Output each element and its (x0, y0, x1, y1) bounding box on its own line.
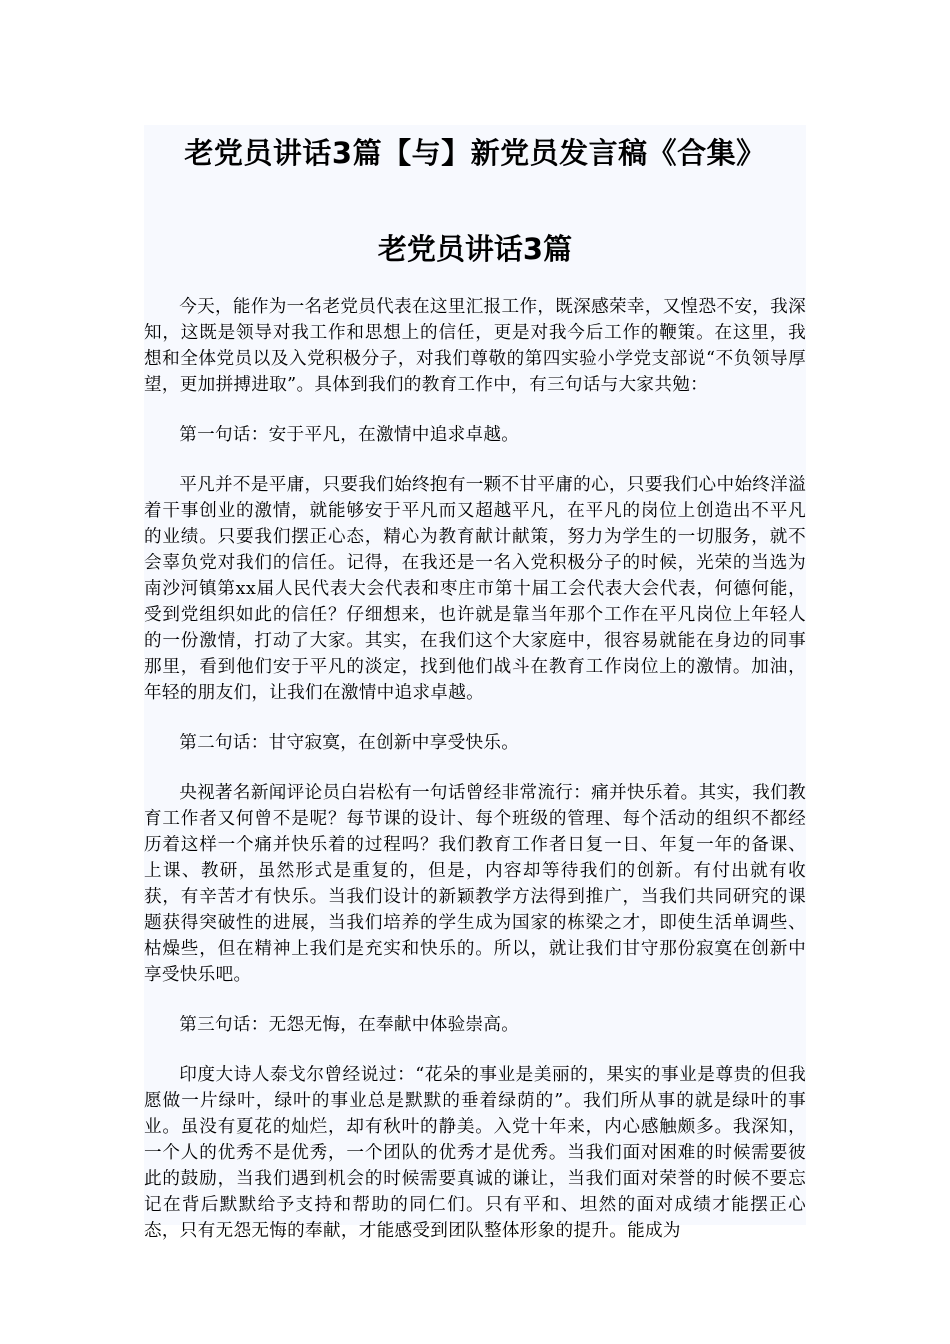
paragraph-intro: 今天，能作为一名老党员代表在这里汇报工作，既深感荣幸，又惶恐不安，我深知，这既是领导对我工作和思想上的信任，更是对我今后工作的鞭策。在这里，我想和全体党员以及入党积极分子，对我们尊敬的第四实验小学党支部说“不负领导厚望，更加拼搏进取”。具体到我们的教育工作中，有三句话与大家共勉： (144, 297, 806, 395)
paragraph-point-one: 第一句话：安于平凡，在激情中追求卓越。 (179, 425, 520, 445)
document-title: 老党员讲话3篇【与】新党员发言稿《合集》 (184, 136, 766, 170)
paragraph-point-three: 第三句话：无怨无悔，在奉献中体验崇高。 (179, 1015, 520, 1035)
paragraph-body-one: 平凡并不是平庸，只要我们始终抱有一颗不甘平庸的心，只要我们心中始终洋溢着干事创业的激情，就能够安于平凡而又超越平凡，在平凡的岗位上创造出不平凡的业绩。只要我们摆正心态，精心为教育献计献策，努力为学生的一切服务，就不会辜负党对我们的信任。记得，在我还是一名入党积极分子的时候，光荣的当选为南沙河镇第xx届人民代表大会代表和枣庄市第十届工会代表大会代表，何德何能，受到党组织如此的信任？仔细想来，也许就是靠当年那个工作在平凡岗位上年轻人的一份激情，打动了大家。其实，在我们这个大家庭中，很容易就能在身边的同事那里，看到他们安于平凡的淡定，找到他们战斗在教育工作岗位上的激情。加油，年轻的朋友们，让我们在激情中追求卓越。 (144, 475, 806, 703)
paragraph-body-three: 印度大诗人泰戈尔曾经说过：“花朵的事业是美丽的，果实的事业是尊贵的但我愿做一片绿叶，绿叶的事业总是默默的垂着绿荫的”。我们所从事的就是绿叶的事业。虽没有夏花的灿烂，却有秋叶的静美。入党十年来，内心感触颇多。我深知，一个人的优秀不是优秀，一个团队的优秀才是优秀。当我们面对困难的时候需要彼此的鼓励，当我们遇到机会的时候需要真诚的谦让，当我们面对荣誉的时候不要忘记在背后默默给予支持和帮助的同仁们。只有平和、坦然的面对成绩才能摆正心态，只有无怨无悔的奉献，才能感受到团队整体形象的提升。能成为 (144, 1065, 806, 1241)
section-title: 老党员讲话3篇 (377, 232, 573, 266)
document-body (144, 294, 806, 1268)
document-page (144, 125, 806, 1241)
paragraph-body-two: 央视著名新闻评论员白岩松有一句话曾经非常流行：痛并快乐着。其实，我们教育工作者又何曾不是呢？每节课的设计、每个班级的管理、每个活动的组织不都经历着这样一个痛并快乐着的过程吗？我们教育工作者日复一日、年复一年的备课、上课、教研，虽然形式是重复的，但是，内容却等待我们的创新。有付出就有收获，有辛苦才有快乐。当我们设计的新颖教学方法得到推广，当我们共同研究的课题获得突破性的进展，当我们培养的学生成为国家的栋梁之才，即使生活单调些、枯燥些，但在精神上我们是充实和快乐的。所以，就让我们甘守那份寂寞在创新中享受快乐吧。 (144, 783, 806, 985)
paragraph-point-two: 第二句话：甘守寂寞，在创新中享受快乐。 (179, 733, 520, 753)
